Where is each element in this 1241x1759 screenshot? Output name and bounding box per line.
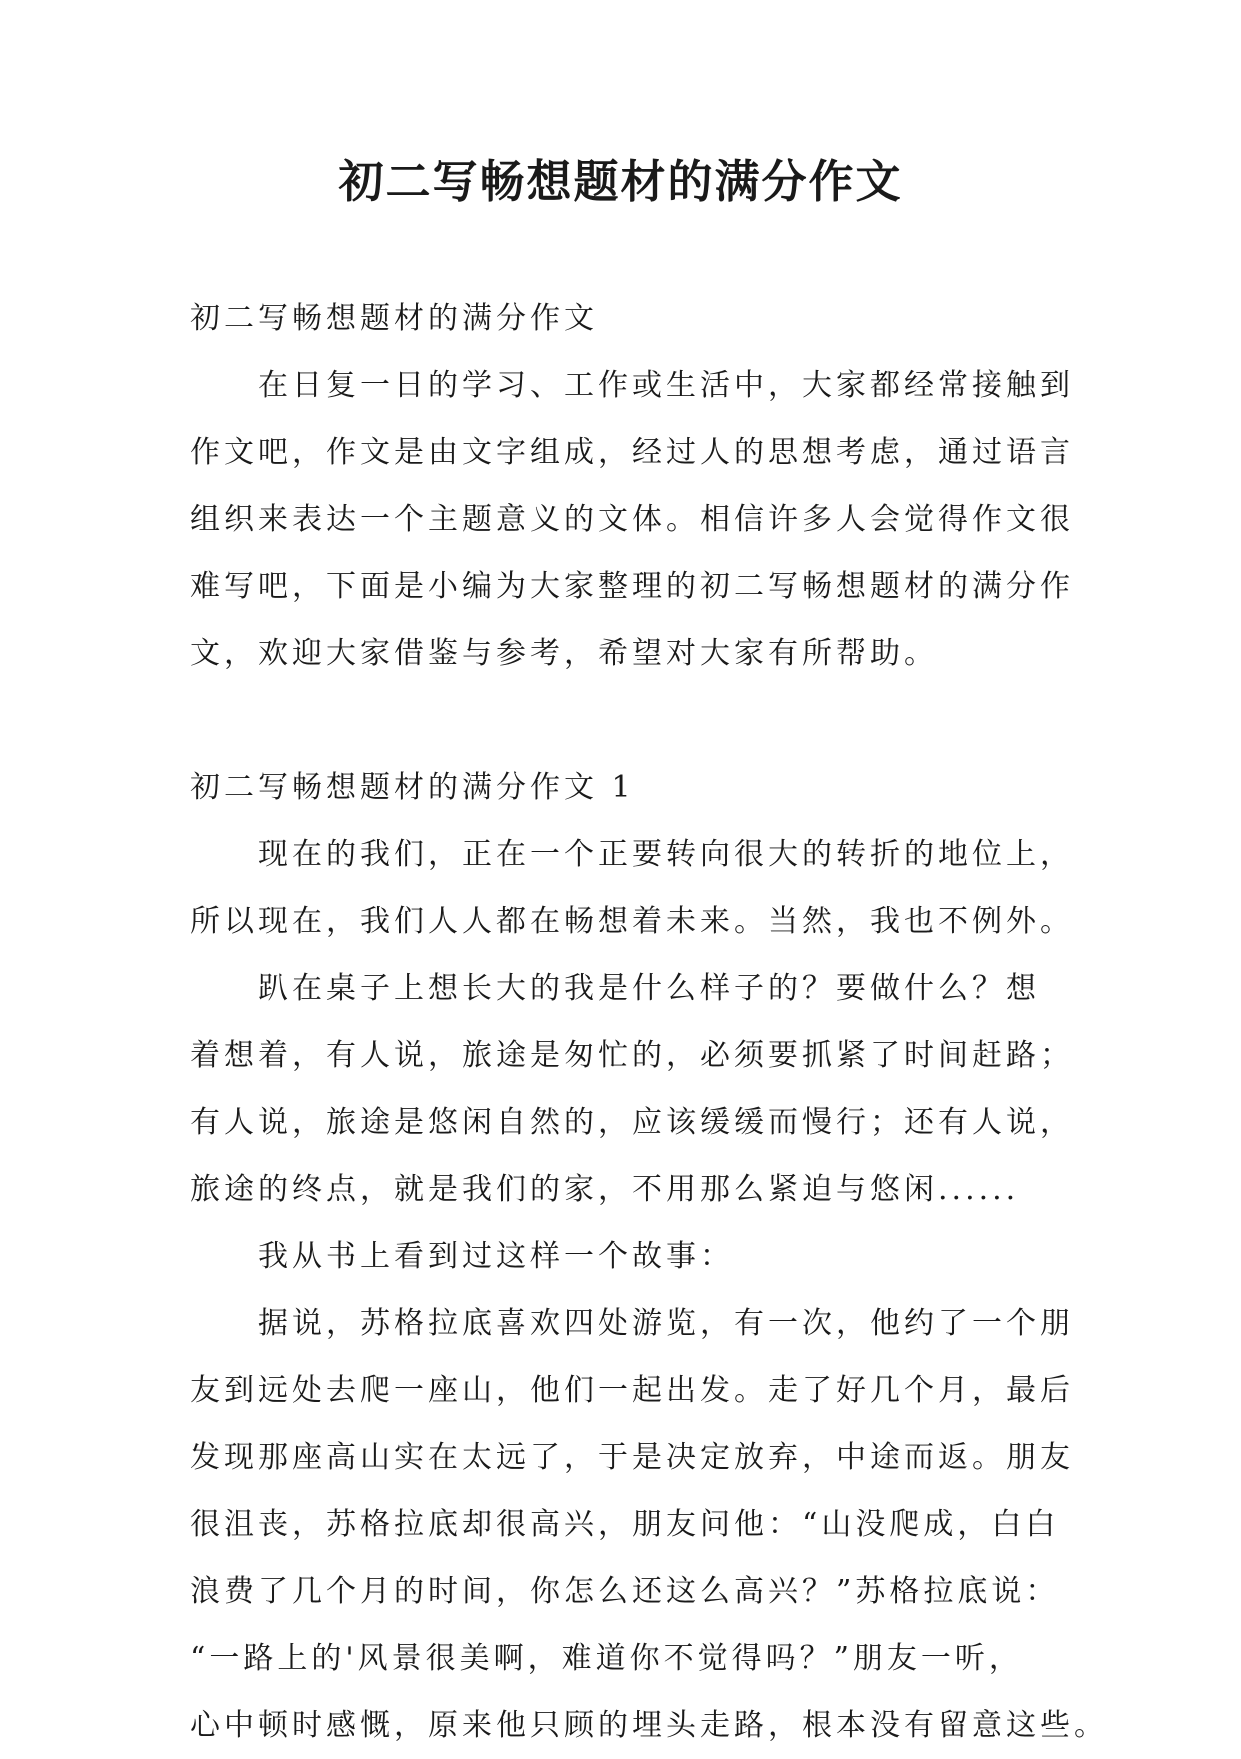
section-heading: 初二写畅想题材的满分作文 [190,301,598,336]
paragraph-line: 很沮丧，苏格拉底却很高兴，朋友问他：“山没爬成，白白 [190,1507,1060,1542]
paragraph-line: 友到远处去爬一座山，他们一起出发。走了好几个月，最后 [190,1373,1074,1408]
paragraph-line: 文，欢迎大家借鉴与参考，希望对大家有所帮助。 [190,636,938,671]
paragraph-line: 发现那座高山实在太远了，于是决定放弃，中途而返。朋友 [190,1440,1074,1475]
paragraph-line: 难写吧，下面是小编为大家整理的初二写畅想题材的满分作 [190,569,1074,604]
paragraph-line: 所以现在，我们人人都在畅想着未来。当然，我也不例外。 [190,904,1074,939]
paragraph-line: 心中顿时感慨，原来他只顾的埋头走路，根本没有留意这些。 [190,1708,1108,1743]
paragraph-line: 趴在桌子上想长大的我是什么样子的？要做什么？想 [258,971,1040,1006]
paragraph-line: 在日复一日的学习、工作或生活中，大家都经常接触到 [258,368,1074,403]
paragraph-line: 现在的我们，正在一个正要转向很大的转折的地位上， [258,837,1074,872]
paragraph-line: 着想着，有人说，旅途是匆忙的，必须要抓紧了时间赶路； [190,1038,1074,1073]
paragraph-line: 我从书上看到过这样一个故事： [258,1239,734,1274]
paragraph-line: 组织来表达一个主题意义的文体。相信许多人会觉得作文很 [190,502,1074,537]
blank-line [190,687,1070,754]
paragraph-line: “一路上的'风景很美啊，难道你不觉得吗？”朋友一听， [190,1641,1023,1676]
paragraph-line: 作文吧，作文是由文字组成，经过人的思想考虑，通过语言 [190,435,1074,470]
section-heading: 初二写畅想题材的满分作文 1 [190,770,635,805]
document-title: 初二写畅想题材的满分作文 [338,155,903,208]
document-body [190,285,1108,1759]
paragraph-line: 旅途的终点，就是我们的家，不用那么紧迫与悠闲...... [190,1172,1020,1207]
paragraph-line: 有人说，旅途是悠闲自然的，应该缓缓而慢行；还有人说， [190,1105,1074,1140]
paragraph-line: 浪费了几个月的时间，你怎么还这么高兴？”苏格拉底说： [190,1574,1060,1609]
paragraph-line: 据说，苏格拉底喜欢四处游览，有一次，他约了一个朋 [258,1306,1074,1341]
